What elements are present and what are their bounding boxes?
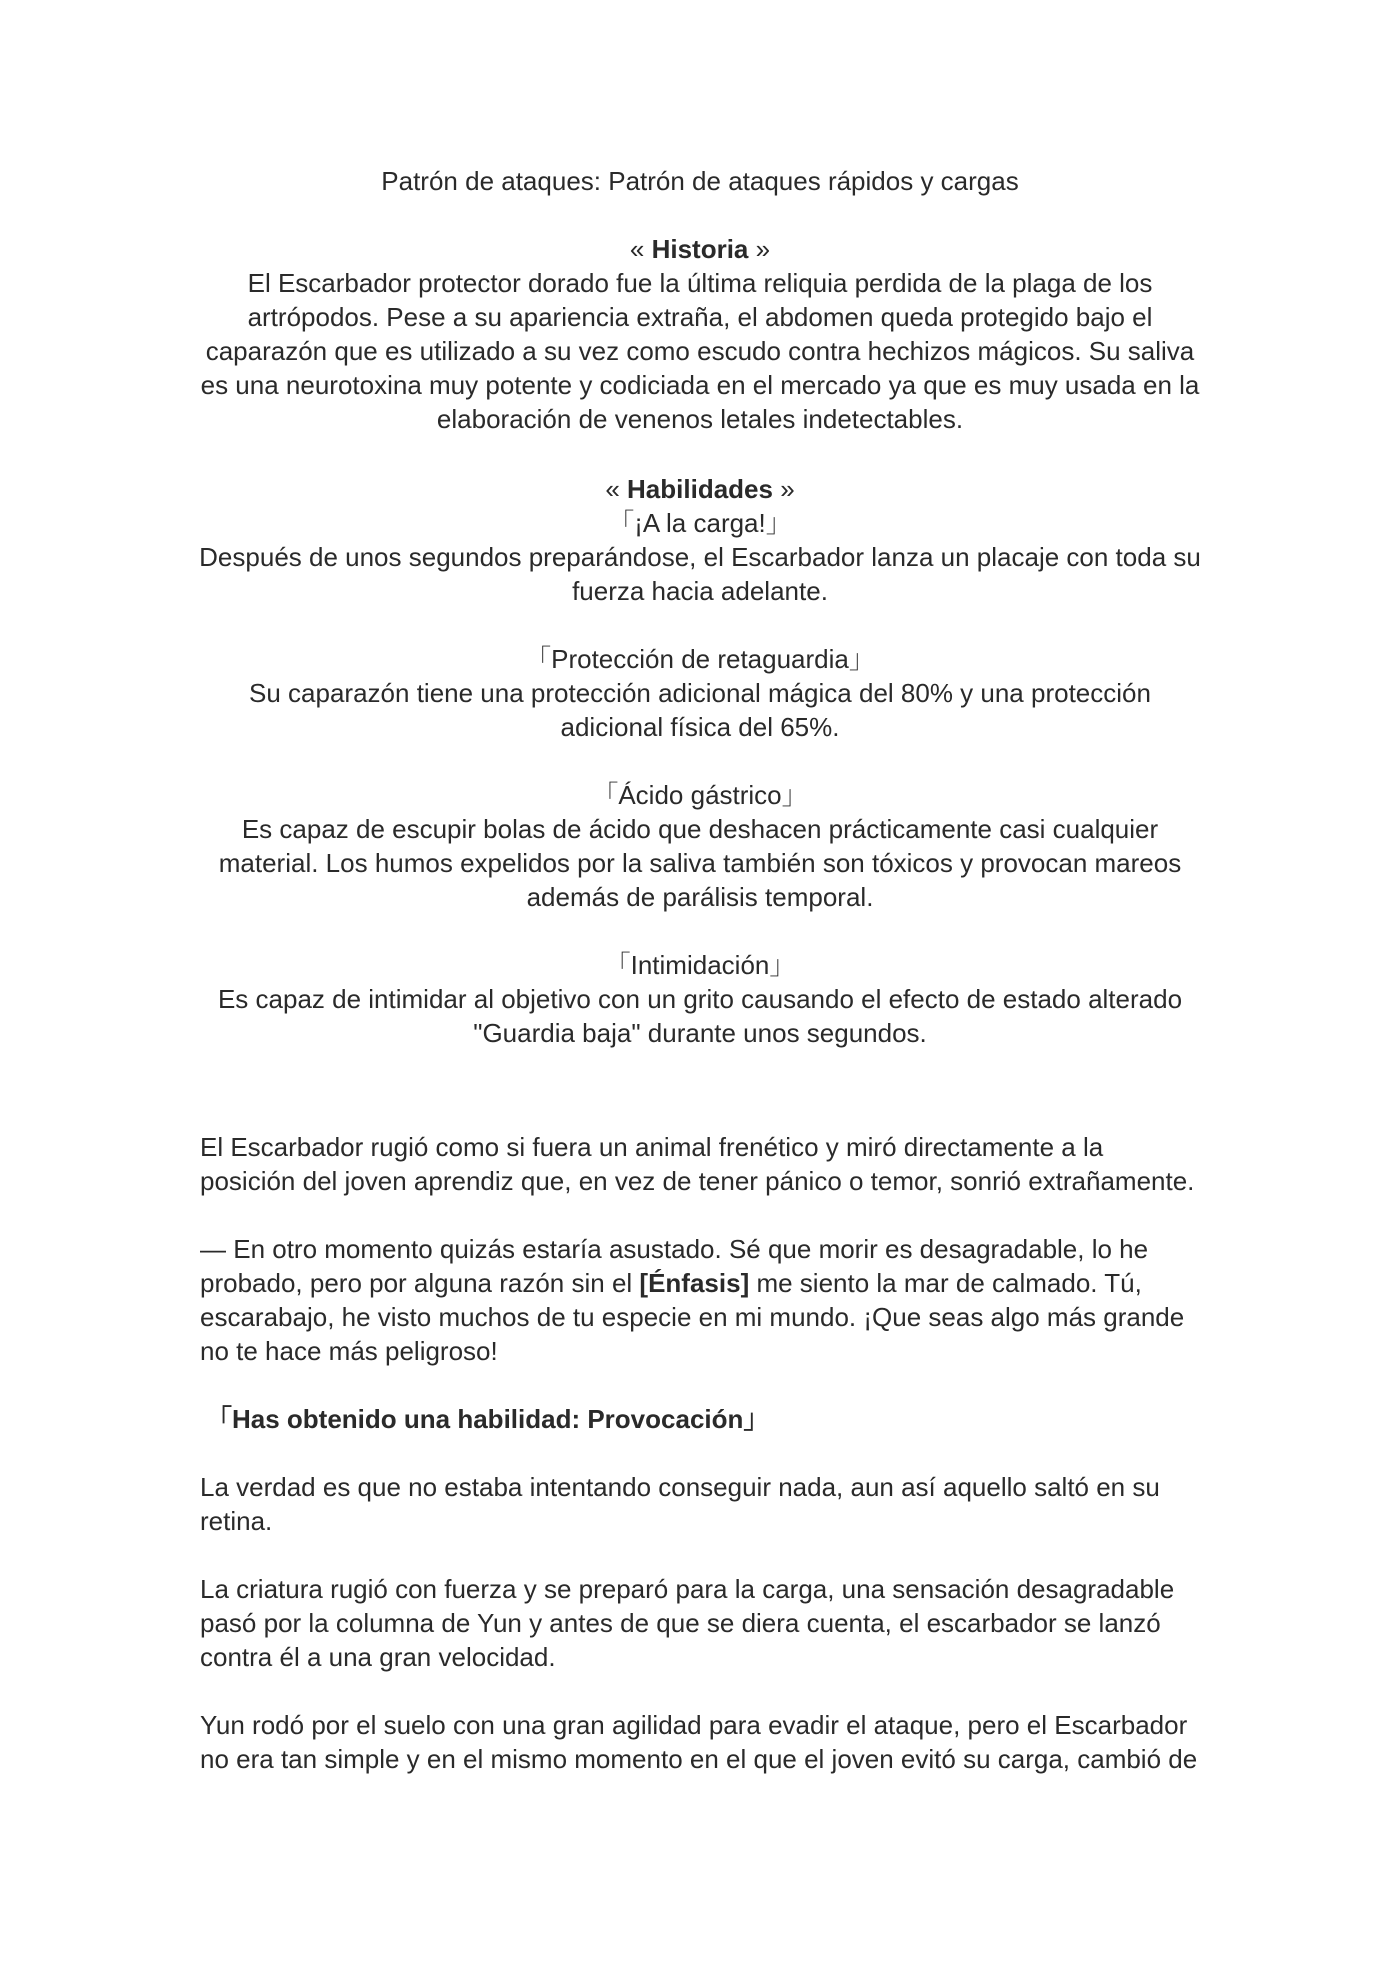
- skills-heading: [180, 472, 1220, 506]
- skill-description: Es capaz de intimidar al objetivo con un grito causando el efecto de estado alterado "Guardia baja" durante unos segundos.: [217, 984, 1183, 1048]
- history-heading: [180, 232, 1220, 266]
- skill-name: 「Ácido gástrico」: [592, 780, 808, 810]
- dialogue-paragraph: [200, 1232, 1200, 1368]
- skills-heading-close: »: [772, 474, 795, 504]
- skill-description: Es capaz de escupir bolas de ácido que deshacen prácticamente casi cualquier material. Los humos expelidos por la saliva también son tóxicos y provocan mareos además de parálisis temporal.: [218, 814, 1182, 912]
- skill-name: 「¡A la carga!」: [608, 508, 792, 538]
- skill-notification: 「Has obtenido una habilidad: Provocación」: [206, 1404, 770, 1434]
- skill-description: Su caparazón tiene una protección adicional mágica del 80% y una protección adicional física del 65%.: [249, 678, 1151, 742]
- history-heading-open: «: [629, 234, 652, 264]
- narrative-paragraph: La verdad es que no estaba intentando conseguir nada, aun así aquello saltó en su retina.: [200, 1472, 1160, 1536]
- narrative-paragraph: La criatura rugió con fuerza y se preparó para la carga, una sensación desagradable pasó por la columna de Yun y antes de que se diera cuenta, el escarbador se lanzó contra él a una gran velocidad.: [200, 1574, 1175, 1672]
- history-heading-close: »: [748, 234, 771, 264]
- history-heading-text: Historia: [651, 234, 749, 264]
- skills-heading-open: «: [605, 474, 628, 504]
- attack-pattern-text: Patrón de ataques: Patrón de ataques rápidos y cargas: [381, 166, 1019, 196]
- history-text: El Escarbador protector dorado fue la última reliquia perdida de la plaga de los artrópodos. Pese a su apariencia extraña, el abdomen queda protegido bajo el caparazón que es utilizado a su vez como escudo contra hechizos mágicos. Su saliva es una neurotoxina muy potente y codiciada en el mercado ya que es muy usada en la elaboración de venenos letales indetectables.: [200, 268, 1200, 434]
- dialogue-text-after: me siento la mar de calmado. Tú, escarabajo, he visto muchos de tu especie en mi mundo. ¡Que seas algo más grande no te hace más peligroso!: [200, 1268, 1185, 1366]
- attack-pattern-line: [180, 164, 1220, 198]
- narrative-paragraph: El Escarbador rugió como si fuera un animal frenético y miró directamente a la posición del joven aprendiz que, en vez de tener pánico o temor, sonrió extrañamente.: [200, 1132, 1195, 1196]
- skill-description: Después de unos segundos preparándose, el Escarbador lanza un placaje con toda su fuerza hacia adelante.: [199, 542, 1201, 606]
- skill-name: 「Protección de retaguardia」: [525, 644, 875, 674]
- dialogue-text-before: — En otro momento quizás estaría asustado. Sé que morir es desagradable, lo he probado, pero por alguna razón sin el: [200, 1234, 1149, 1298]
- skills-section: [180, 472, 1220, 1050]
- skill-name: 「Intimidación」: [604, 950, 796, 980]
- narrative-paragraph: Yun rodó por el suelo con una gran agilidad para evadir el ataque, pero el Escarbador no era tan simple y en el mismo momento en el que el joven evitó su carga, cambió de: [200, 1710, 1198, 1774]
- skills-heading-text: Habilidades: [627, 474, 773, 504]
- history-section: [180, 232, 1220, 436]
- emphasis-skill: [Énfasis]: [639, 1268, 750, 1298]
- narrative-section: [200, 1130, 1200, 1776]
